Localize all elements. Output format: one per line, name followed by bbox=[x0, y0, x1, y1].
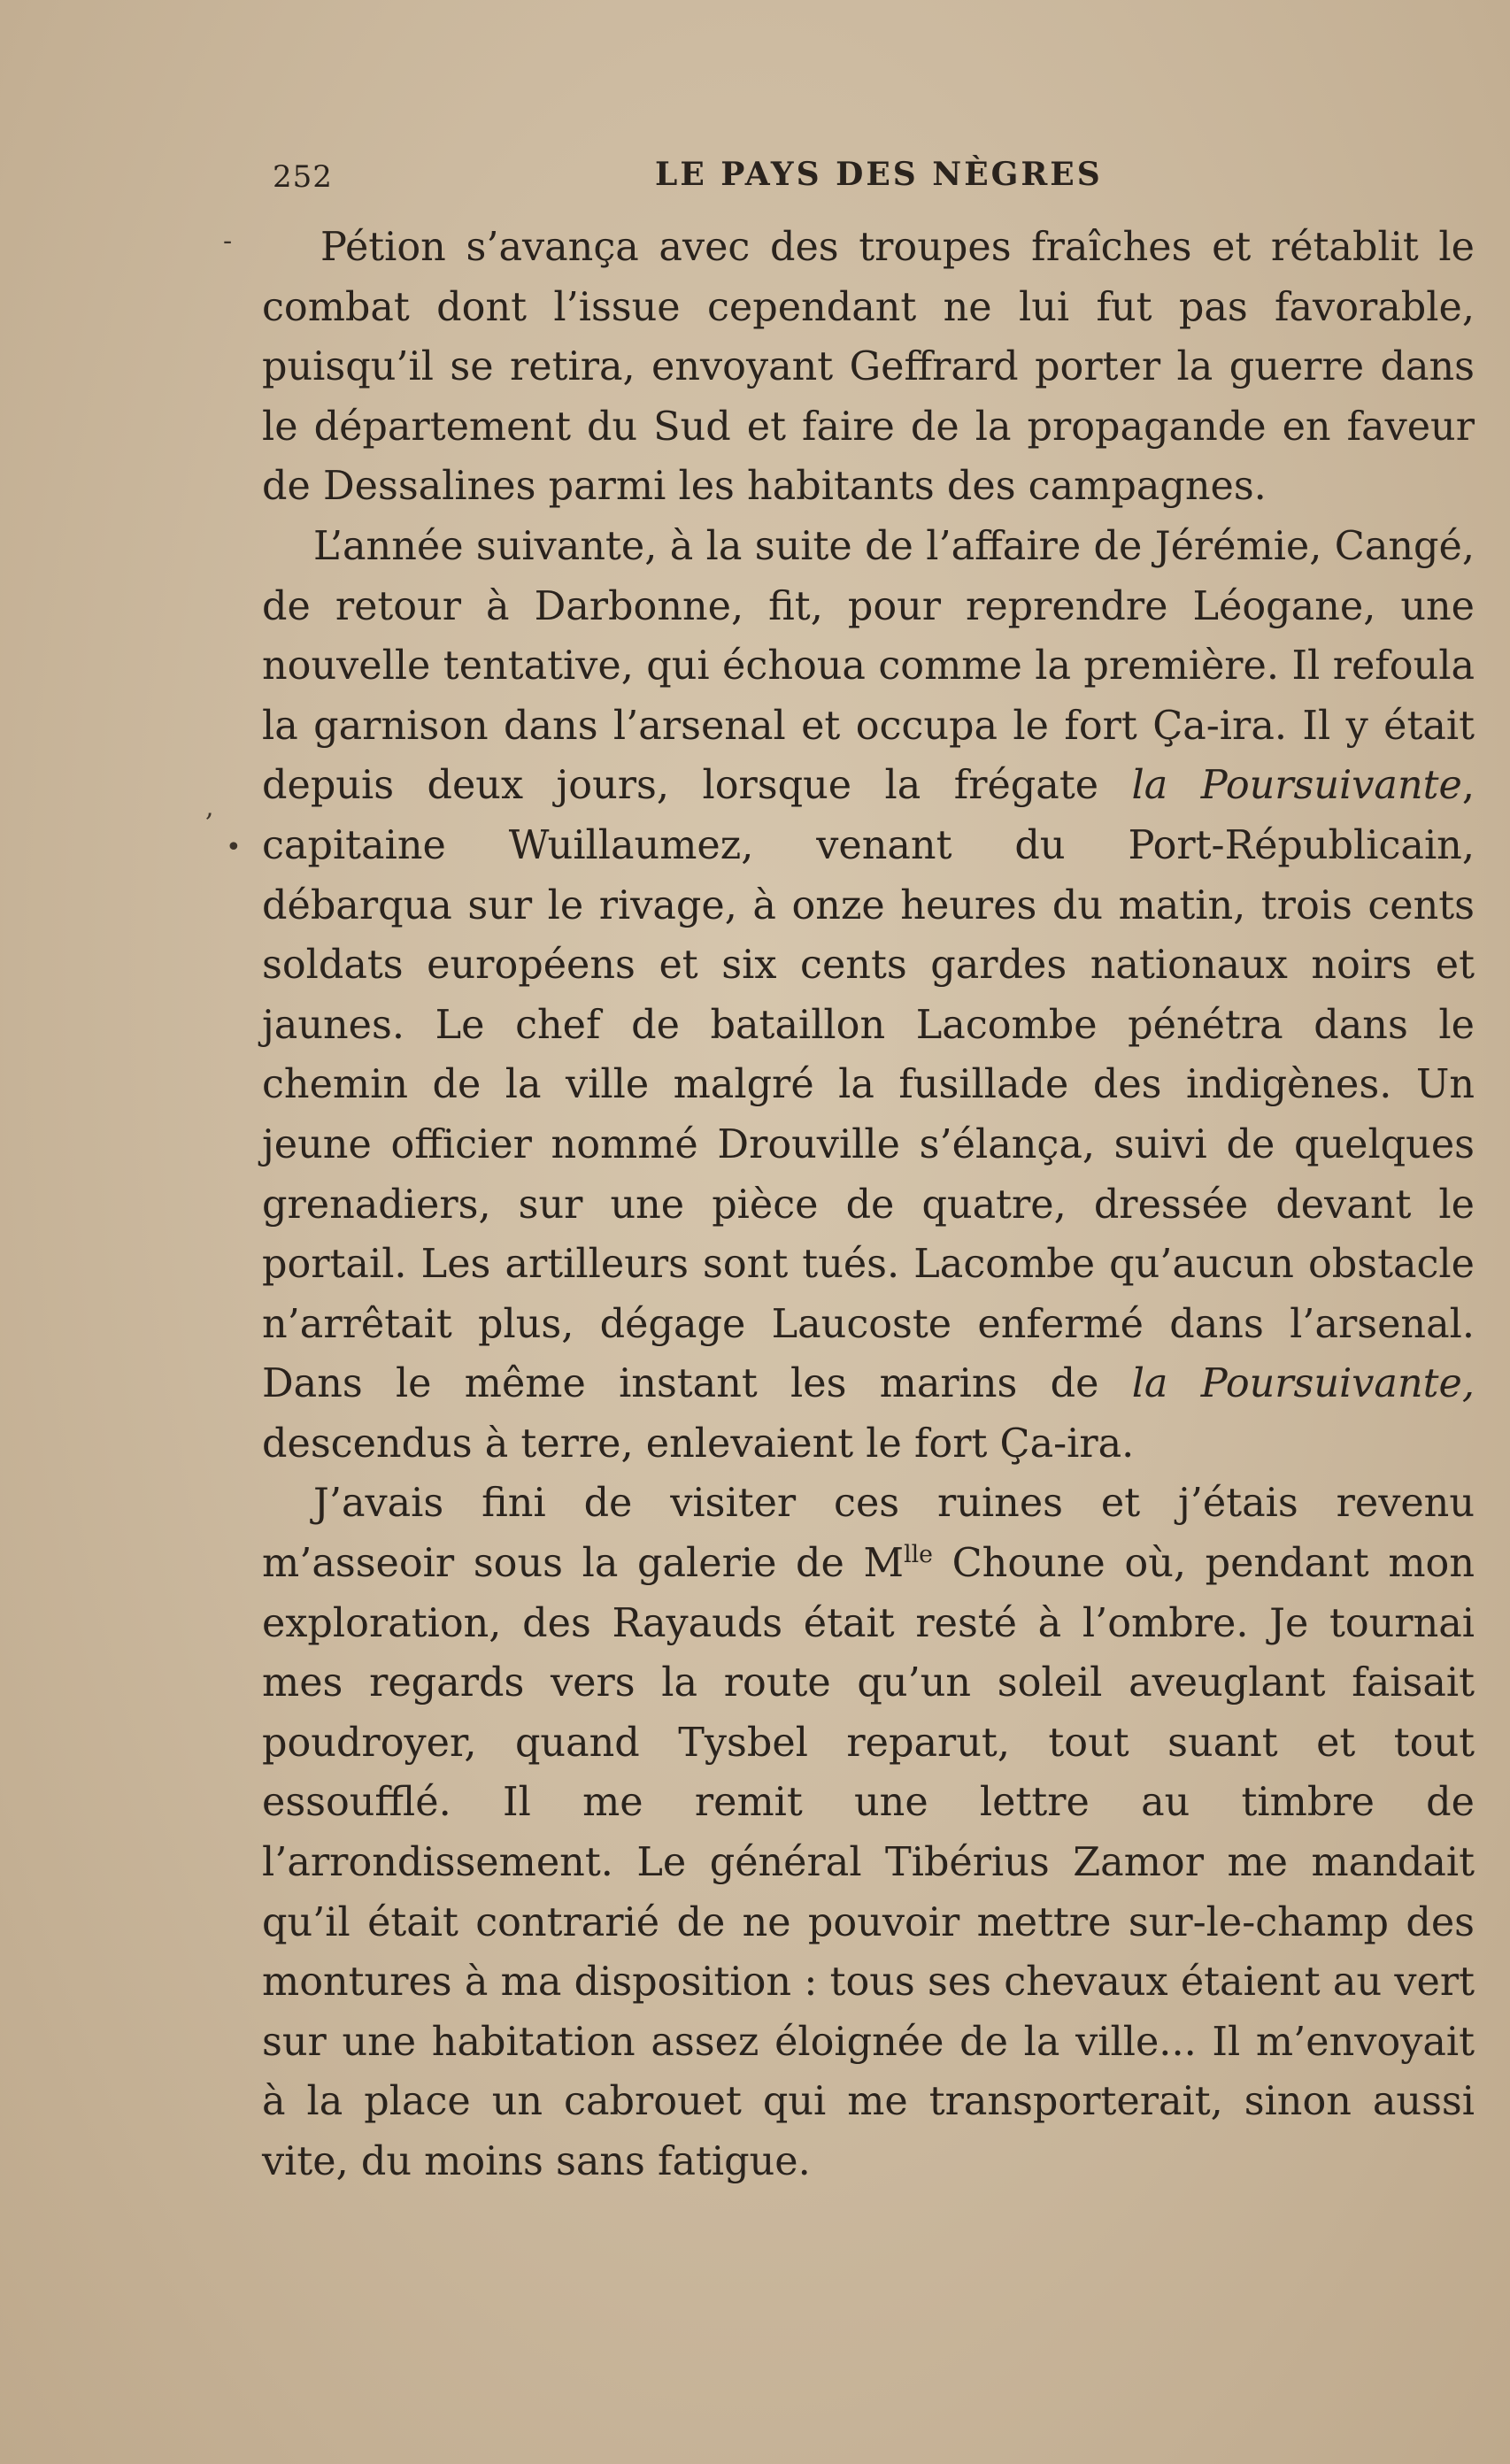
paragraph-3 bbox=[262, 1474, 1475, 2191]
running-title: LE PAYS DES NÈGRES bbox=[655, 156, 1103, 193]
paragraph-3-text-b: Choune où, pendant mon exploration, des Rayauds était resté à l’ombre. Je tournai mes regards vers la route qu’un soleil aveuglant faisait poudroyer, quand Tysbel reparut, tout suant et tout essoufflé. Il me remit une lettre au timbre de l’arrondissement. Le général Tibérius Zamor me mandait qu’il était contrarié de ne pouvoir mettre sur-le-champ des montures à ma disposition : tous ses chevaux étaient au vert sur une habitation assez éloignée de la ville... Il m’envoyait à la place un cabrouet qui me transporterait, sinon aussi vite, du moins sans fatigue. bbox=[262, 1541, 1475, 2184]
paragraph-1-text: Pétion s’avança avec des troupes fraîches et rétablit le combat dont l’issue cependant ne lui fut pas favorable, puisqu’il se retira, envoyant Geffrard porter la guerre dans le département du Sud et faire de la propagande en faveur de Dessalines parmi les habitants des campagnes. bbox=[262, 225, 1475, 510]
superscript-lle: lle bbox=[904, 1541, 933, 1569]
ship-name-italic: la Poursuivante bbox=[1131, 763, 1462, 809]
ship-name-italic-2: la Poursuivante, bbox=[1131, 1361, 1475, 1407]
paragraph-1 bbox=[262, 218, 1475, 517]
paragraph-2-text-e: descendus à terre, enlevaient le fort Ça-ira. bbox=[262, 1421, 1135, 1467]
body-text bbox=[262, 218, 1475, 2192]
paragraph-3-text-a: J’avais fini de visiter ces ruines et j’étais revenu m’asseoir sous la galerie de M bbox=[262, 1481, 1475, 1587]
page-header bbox=[266, 152, 1487, 196]
paragraph-2 bbox=[262, 517, 1475, 1475]
page-number: 252 bbox=[273, 159, 333, 195]
margin-mark: • bbox=[226, 832, 242, 863]
margin-mark: , bbox=[205, 792, 214, 823]
margin-mark: - bbox=[223, 226, 233, 257]
paragraph-2-text-a: L’année suivante, à la suite de l’affaire de Jérémie, Cangé, de retour à Darbonne, fit, pour reprendre Léogane, une nouvelle tentative, qui échoua comme la première. Il refoula la garnison dans l’arsenal et occupa le fort Ça-ira. Il y était depuis deux jours, lorsque la frégate bbox=[262, 523, 1475, 809]
paragraph-2-text-c: , capitaine Wuillaumez, venant du Port-Républicain, débarqua sur le rivage, à onze heures du matin, trois cents soldats européens et six cents gardes nationaux noirs et jaunes. Le chef de bataillon Lacombe pénétra dans le chemin de la ville malgré la fusillade des indigènes. Un jeune officier nommé Drouville s’élança, suivi de quelques grenadiers, sur une pièce de quatre, dressée devant le portail. Les artilleurs sont tués. Lacombe qu’aucun obstacle n’arrêtait plus, dégage Laucoste enfermé dans l’arsenal. Dans le même instant les marins de bbox=[262, 763, 1475, 1407]
